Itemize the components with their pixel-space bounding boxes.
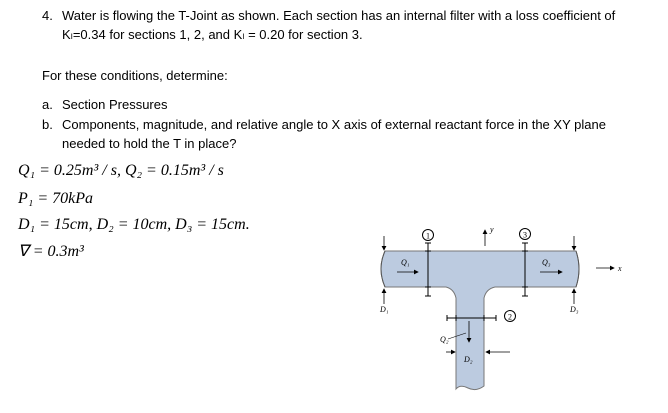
x-axis-label: x <box>618 264 622 273</box>
question-a-marker: a. <box>42 97 53 112</box>
d3-label: D₃ <box>570 305 579 314</box>
y-axis-label: y <box>490 225 494 234</box>
problem-line-1: Water is flowing the T-Joint as shown. Each section has an internal filter with a loss coefficient of <box>62 8 616 23</box>
given-pressure: P₁ = 70kPa <box>18 190 94 207</box>
question-b-marker: b. <box>42 117 53 132</box>
given-volume: ∇ = 0.3m³ <box>18 243 84 260</box>
q3-label: Q₃ <box>542 258 551 267</box>
given-diameters: D₁ = 15cm, D₂ = 10cm, D₃ = 15cm. <box>18 216 250 233</box>
question-list <box>0 97 668 157</box>
q1-label: Q₁ <box>401 258 410 267</box>
question-b-text-cont: needed to hold the T in place? <box>62 136 237 151</box>
q2-label: Q₂ <box>440 335 449 344</box>
problem-statement <box>0 8 668 68</box>
problem-line-2: Kₗ=0.34 for sections 1, 2, and Kₗ = 0.20 for section 3. <box>62 27 363 42</box>
section-1-label: 1 <box>426 231 430 241</box>
given-flow-rates: Q₁ = 0.25m³ / s, Q₂ = 0.15m³ / s <box>18 162 224 179</box>
t-joint-diagram <box>368 208 668 408</box>
question-a-text: Section Pressures <box>62 97 168 112</box>
d2-label: D₂ <box>464 355 473 364</box>
question-b-text: Components, magnitude, and relative angle to X axis of external reactant force in the XY plane <box>62 117 606 132</box>
problem-number: 4. <box>42 8 53 23</box>
section-3-label: 3 <box>523 230 527 240</box>
section-2-label: 2 <box>508 312 512 322</box>
problem-prompt: For these conditions, determine: <box>42 68 228 83</box>
d1-label: D₁ <box>380 305 389 314</box>
